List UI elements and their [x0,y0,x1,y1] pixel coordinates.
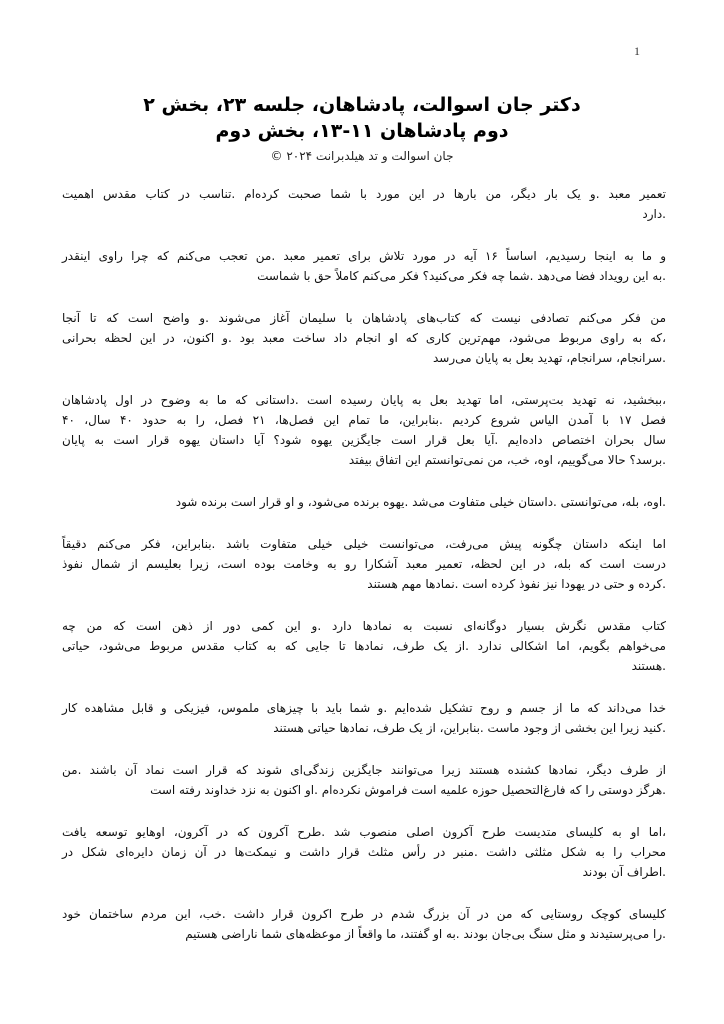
paragraph-line: می‌خواهم بگویم، اما اشکالی ندارد .از یک طرف، نمادها تا جایی که به کتاب مقدس مربوط می‌شود، حیاتی [62,639,666,653]
paragraph-line: .به این رویداد فضا می‌دهد .شما چه فکر می‌کنید؟ فکر می‌کنم کاملاً حق با شماست [257,269,666,283]
document-title: دکتر جان اسوالت، پادشاهان، جلسه ۲۳، بخش ۲ [143,94,581,116]
paragraph-line: اما اینکه داستان چگونه پیش می‌رفت، می‌توانست خیلی خیلی متفاوت باشد .بنابراین، فکر می‌کنم دقیقاً [62,537,666,551]
document-body [62,184,666,966]
paragraph-line: .اطراف آن بودند [582,865,666,879]
copyright-line: جان اسوالت و تد هیلدبرانت ۲۰۲۴ © [270,149,454,163]
paragraph-line: تعمیر معبد .و یک بار دیگر، من بارها در این مورد با شما صحبت کرده‌ام .تناسب در کتاب مقدس اهمیت [62,187,666,201]
paragraph [62,534,666,594]
paragraph-line: .کرده و حتی در یهودا نیز نفوذ کرده است .نمادها مهم هستند [367,577,666,591]
paragraph-line: .سرانجام، سرانجام، تهدید بعل به پایان می‌رسد [433,351,666,365]
paragraph [62,822,666,882]
paragraph-line: کلیسای کوچک روستایی که من در آن بزرگ شدم در طرح اکرون قرار داشت .خب، این مردم ساختمان خود [62,907,666,921]
paragraph [62,246,666,286]
paragraph-line: ،که به راوی مربوط می‌شود، مهم‌ترین کاری که او انجام داد ساخت معبد بود .و اکنون، در این لحظه بحرانی [62,331,666,345]
paragraph [62,308,666,368]
paragraph-line: .کنید زیرا این بخشی از وجود ماست .بنابراین، از یک طرف، نمادها حیاتی هستند [273,721,666,735]
paragraph [62,390,666,470]
paragraph-line: محراب را به شکل مثلثی داشت .منبر در رأس مثلث قرار داشت و نیمکت‌ها در آن زمان دایره‌ای شکل در [62,845,666,859]
paragraph-line: .دارد [642,207,666,221]
title-block [60,92,664,166]
paragraph-line: .را می‌پرستیدند و مثل سنگ بی‌جان بودند .به او گفتند، ما واقعاً از موعظه‌های شما ناراضی هستیم [185,927,666,941]
paragraph-line: درست است که بله، در این لحظه، تعمیر معبد آشکارا رو به وخامت بوده است، زیرا بعلیسم از شمال نفوذ [62,557,666,571]
paragraph-line: کتاب مقدس نگرش بسیار دوگانه‌ای نسبت به نمادها دارد .و این کمی دور از ذهن است که من چه [62,619,666,633]
paragraph-line: و ما به اینجا رسیدیم، اساساً ۱۶ آیه در مورد تلاش برای تعمیر معبد .من تعجب می‌کنم که چرا راوی اینقدر [62,249,666,263]
paragraph-line: من فکر می‌کنم تصادفی نیست که کتاب‌های پادشاهان با سلیمان آغاز می‌شوند .و واضح است که تا آنجا [62,311,666,325]
paragraph [62,616,666,676]
paragraph [62,760,666,800]
paragraph [62,904,666,944]
paragraph-line: .برسد؟ حالا می‌گوییم، اوه، خب، من نمی‌توانستم این اتفاق بیفتد [348,453,666,467]
paragraph-line: سال بحران اختصاص داده‌ایم .آیا بعل قرار است جایگزین یهوه شود؟ آیا داستان یهوه قرار است به پایان [62,433,666,447]
paragraph-line: .هرگز دوستی را که فارغ‌التحصیل حوزه علمیه است فراموش نکرده‌ام .او اکنون به نزد خداوند رفته است [150,783,666,797]
paragraph-line: از طرف دیگر، نمادها کشنده هستند زیرا می‌توانند جایگزین زندگی‌ای شوند که قرار است نماد آن باشند .من [62,763,666,777]
paragraph [62,184,666,224]
paragraph [62,492,666,512]
paragraph-line: ،اما او به کلیسای متدیست طرح آکرون اصلی منصوب شد .طرح آکرون که در آکرون، اوهایو توسعه یافت [62,825,666,839]
paragraph-line: خدا می‌داند که ما از جسم و روح تشکیل شده‌ایم .و شما باید با چیزهای ملموس، فیزیکی و قابل مشاهده کار [62,701,666,715]
paragraph [62,698,666,738]
paragraph-line: فصل ۱۷ با آمدن الیاس شروع کردیم .بنابراین، ما تمام این فصل‌ها، ۲۱ فصل، را به حدود ۴۰ سال، ۴۰ [62,413,667,427]
document-subtitle: دوم پادشاهان ۱۱-۱۳، بخش دوم [215,120,509,142]
paragraph-line: ،ببخشید، نه تهدید بت‌پرستی، اما تهدید بعل به پایان رسیده است .داستانی که ما به وضوح در اول پادشاهان [62,393,666,407]
page-number: 1 [634,44,640,58]
paragraph-line: .هستند [631,659,666,673]
paragraph-line: .اوه، بله، می‌توانستی .داستان خیلی متفاوت می‌شد .یهوه برنده می‌شود، و او قرار است برنده شود [175,495,666,509]
